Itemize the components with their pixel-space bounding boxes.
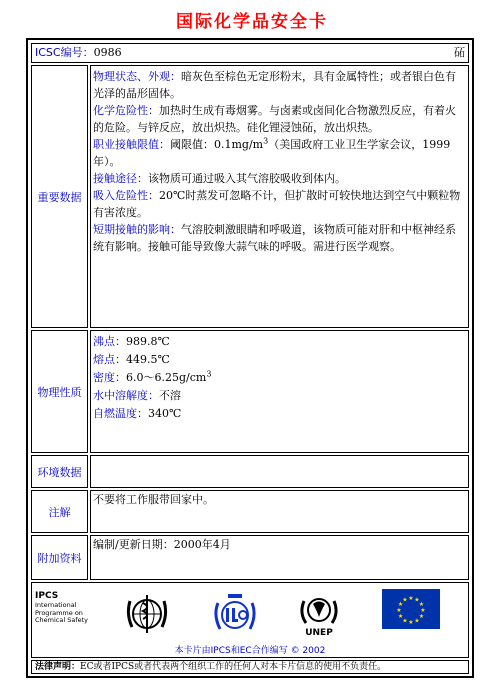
item-key: 物理状态、外观： <box>93 70 181 83</box>
section-notes-content: 不要将工作服带回家中。 <box>90 490 469 533</box>
item-key: 熔点： <box>93 353 126 366</box>
item-key: 吸入危险性： <box>93 189 159 202</box>
item-key: 密度： <box>93 371 126 384</box>
item-text: 989.8℃ <box>126 335 170 348</box>
ipcs-logo <box>35 591 88 625</box>
eu-star-icon: ★ <box>396 607 402 614</box>
eu-star-icon: ★ <box>408 619 414 626</box>
item-solubility <box>93 387 466 405</box>
eu-star-icon: ★ <box>418 613 425 620</box>
item-text: 该物质可通过吸入其气溶胶吸收到体内。 <box>148 172 346 185</box>
ipcs-line: Chemical Safety <box>35 616 89 624</box>
section-label-environment: 环境数据 <box>31 455 88 488</box>
item-text: 气溶胶刺激眼睛和呼吸道，该物质可能对肝和中枢神经系统有影响。接触可能导致像大蒜气味的呼吸。需进行医学观察。 <box>93 223 456 253</box>
item-melting-point <box>93 351 466 369</box>
ipcs-line: Programme on <box>35 608 83 617</box>
legal-text: EC或者IPCS或者代表两个组织工作的任何人对本卡片信息的使用不负责任。 <box>80 662 387 672</box>
eu-star-icon: ★ <box>418 601 425 608</box>
legal-notice <box>31 660 469 674</box>
item-text: 340℃ <box>148 407 182 420</box>
item-autoignition <box>93 405 466 423</box>
item-chemical-hazard <box>93 102 466 136</box>
item-exposure-route <box>93 170 466 187</box>
item-key: 沸点： <box>93 335 126 348</box>
item-key: 短期接触的影响： <box>93 223 181 236</box>
section-additional-content: 编制/更新日期：2000年4月 <box>90 535 469 580</box>
ipcs-line: International <box>35 601 77 609</box>
item-text: （美国政府工业卫生学家会议，1999年）。 <box>93 138 451 168</box>
safety-card <box>26 38 474 678</box>
item-density <box>93 369 466 387</box>
section-environment-content <box>90 455 469 488</box>
item-text: 加热时生成有毒烟雾。与卤素或卤间化合物激烈反应，有着火的危险。与锌反应，放出炽热。硅化锂浸蚀砳，放出炽热。 <box>93 104 456 134</box>
eu-star-icon: ★ <box>408 595 414 602</box>
section-important-content <box>90 65 469 328</box>
item-key: 化学危险性： <box>93 104 159 117</box>
icsc-label: ICSC编号： <box>35 46 94 59</box>
section-label-physical: 物理性质 <box>31 330 88 453</box>
item-appearance <box>93 68 466 102</box>
who-logo-icon <box>122 589 172 639</box>
item-text: 不溶 <box>159 389 181 402</box>
item-key: 职业接触限值： <box>93 138 170 151</box>
logos-caption: 本卡片由IPCS和EC合作编写 © 2002 <box>174 646 326 656</box>
logos-row <box>31 582 469 658</box>
legal-key: 法律声明： <box>35 662 81 672</box>
ilo-logo-icon <box>210 589 260 639</box>
eu-star-icon: ★ <box>402 617 408 625</box>
ipcs-title: IPCS <box>35 591 59 601</box>
item-text: 阈限值：0.1mg/m <box>170 138 264 151</box>
item-boiling-point <box>93 333 466 351</box>
section-physical-content <box>90 330 469 453</box>
eu-star-icon: ★ <box>414 617 420 625</box>
item-short-term-effects <box>93 221 466 255</box>
eu-star-icon: ★ <box>414 596 420 604</box>
superscript: 3 <box>206 369 212 379</box>
section-label-additional: 附加资料 <box>31 535 88 580</box>
unep-text: UNEP <box>305 628 333 638</box>
eu-flag-icon <box>382 589 440 629</box>
item-inhalation-risk <box>93 187 466 221</box>
icsc-field <box>35 44 122 61</box>
item-exposure-limits <box>93 136 466 170</box>
item-text: 449.5℃ <box>126 353 170 366</box>
item-key: 自燃温度： <box>93 407 148 420</box>
header-row <box>31 43 469 63</box>
superscript: 3 <box>263 136 269 146</box>
item-text: 6.0～6.25g/cm <box>126 371 207 384</box>
chemical-name: 砳 <box>454 46 465 59</box>
unep-logo-icon <box>294 589 344 639</box>
section-label-notes: 注解 <box>31 490 88 533</box>
card-title: 国际化学品安全卡 <box>176 12 328 32</box>
eu-star-icon: ★ <box>397 601 404 608</box>
item-key: 接触途径： <box>93 172 148 185</box>
eu-star-icon: ★ <box>397 613 404 620</box>
item-key: 水中溶解度： <box>93 389 159 402</box>
item-text: 20℃时蒸发可忽略不计，但扩散时可较快地达到空气中颗粒物有害浓度。 <box>93 189 461 219</box>
icsc-number: 0986 <box>93 46 122 59</box>
section-label-important: 重要数据 <box>31 65 88 328</box>
eu-star-icon: ★ <box>420 607 426 614</box>
eu-star-icon: ★ <box>402 596 408 604</box>
item-text: 暗灰色至棕色无定形粉末，具有金属特性；或者银白色有光泽的晶形固体。 <box>93 70 456 100</box>
